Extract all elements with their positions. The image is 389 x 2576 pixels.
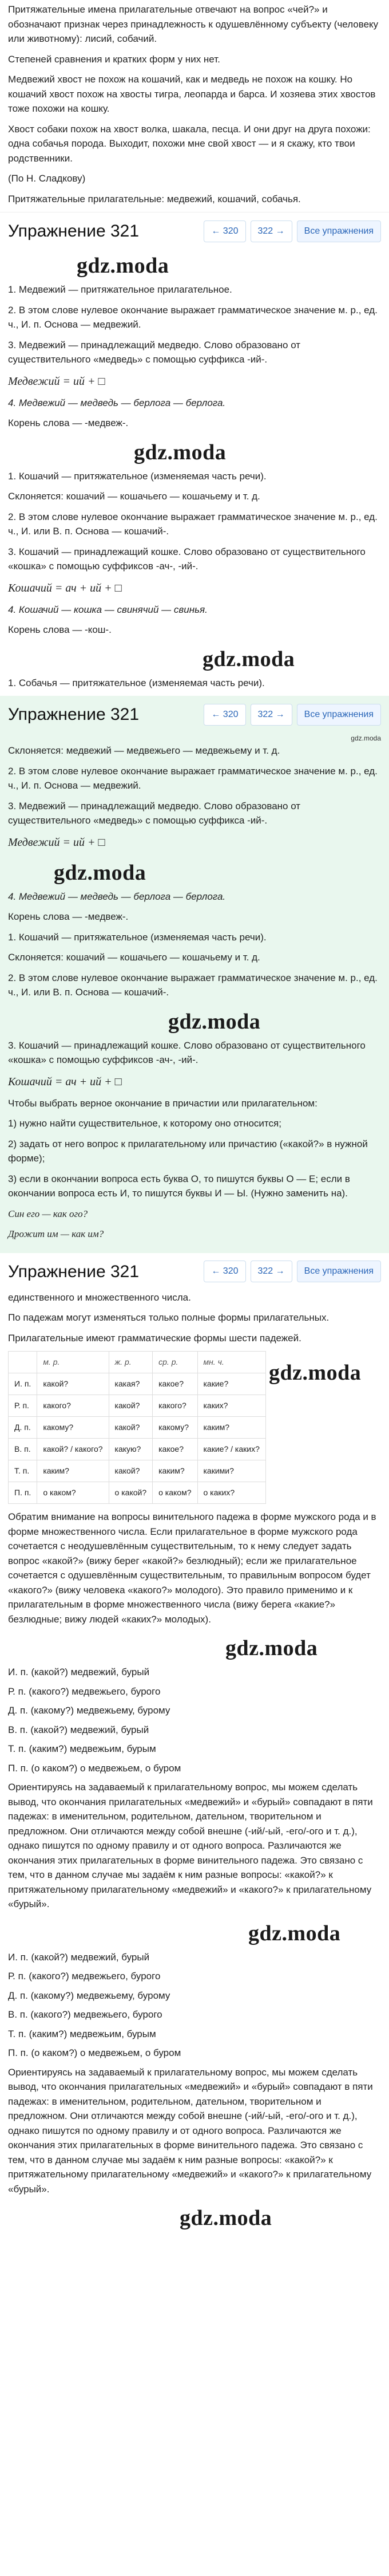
- intro-paragraph: Притяжательные прилагательные: медвежий, кошачий, собачья.: [8, 193, 301, 204]
- answer-line: 3) если в окончании вопроса есть буква О, то пишутся буквы О — Е; если в окончании вопроса есть И, то пишутся буквы И — Ы. (Нужно заменить на).: [8, 1173, 350, 1199]
- table-cell: о каком?: [153, 1482, 197, 1504]
- table-row: [9, 1460, 266, 1482]
- example-line: Дрожит им — как им?: [8, 1228, 104, 1239]
- table-header-cell: ж. р.: [109, 1352, 153, 1373]
- watermark: gdz.moda: [54, 860, 146, 885]
- answer-line: 1) нужно найти существительное, к которому оно относится;: [8, 1118, 281, 1129]
- answer-line: 1. Собачья — притяжательное (изменяемая часть речи).: [8, 677, 265, 688]
- answer-line: 2. В этом слове нулевое окончание выражает грамматическое значение м. р., ед. ч., И. или В. п. Основа — кошачий-.: [8, 972, 378, 998]
- watermark: gdz.moda: [248, 1921, 341, 1945]
- answer-line: 2. В этом слове нулевое окончание выражает грамматическое значение м. р., ед. ч., И. или В. п. Основа — кошачий-.: [8, 511, 378, 537]
- table-row: [9, 1482, 266, 1504]
- prev-button[interactable]: ← 320: [204, 1261, 245, 1282]
- answer-line: Склоняется: медвежий — медвежьего — медвежьему и т. д.: [8, 745, 280, 756]
- answer-block-2: [0, 733, 389, 1253]
- exercise-nav: [204, 220, 381, 242]
- all-exercises-button[interactable]: Все упражнения: [297, 1261, 381, 1282]
- answer-line: Корень слова — -медвеж-.: [8, 911, 129, 922]
- next-button[interactable]: 322 →: [251, 220, 292, 242]
- intro-section: [0, 0, 389, 206]
- table-cell: П. п.: [9, 1482, 37, 1504]
- watermark-small: gdz.moda: [351, 734, 381, 742]
- answer-line: Ориентируясь на задаваемый к прилагательному вопрос, мы можем сделать вывод, что окончания прилагательных «медвежий» и «бурый» совпадают в пяти падежах: в именительном, родительном, дательном, творительном и предложном. Они отличаются между собой внешне (-ий/-ый, -его/-ого и т. д.), однако пишутся по одному правилу и от одного вопроса. Различаются же окончания этих прилагательных в форме винительного падежа. Это связано с тем, что в данном случае мы задаём к ним разные вопросы: «какой?» к притяжательному прилагательному «медвежий» и «какого?» к прилагательному «бурый».: [8, 2066, 373, 2195]
- watermark: gdz.moda: [225, 1636, 318, 1660]
- table-cell: какому?: [153, 1417, 197, 1439]
- table-cell: какие?: [197, 1373, 265, 1395]
- table-cell: В. п.: [9, 1439, 37, 1460]
- table-header-cell: мн. ч.: [197, 1352, 265, 1373]
- all-exercises-button[interactable]: Все упражнения: [297, 704, 381, 726]
- watermark: gdz.moda: [134, 440, 227, 464]
- answer-line: 3. Медвежий — принадлежащий медведю. Слово образовано от существительного «медведь» с помощью суффикса -ий-.: [8, 800, 301, 826]
- morpheme-scheme: Медвежий = ий + □: [8, 836, 105, 849]
- list-item: И. п. (какой?) медвежий, бурый: [8, 1667, 150, 1677]
- watermark: gdz.moda: [168, 1009, 261, 1034]
- exercise-header: [0, 212, 389, 250]
- list-item: Т. п. (каким?) медвежьим, бурым: [8, 1743, 156, 1754]
- exercise-nav: [204, 1261, 381, 1282]
- declension-list: [8, 1632, 381, 1775]
- answer-block-1: [0, 250, 389, 690]
- table-row: [9, 1373, 266, 1395]
- table-header-row: [9, 1352, 266, 1373]
- answer-line: Корень слова — -кош-.: [8, 624, 112, 635]
- list-item: П. п. (о каком?) о медвежьем, о буром: [8, 1762, 181, 1774]
- exercise-header: [0, 696, 389, 733]
- answer-line: 1. Кошачий — притяжательное (изменяемая часть речи).: [8, 470, 267, 482]
- answer-line: Склоняется: кошачий — кошачьего — кошачьему и т. д.: [8, 952, 260, 963]
- exercise-title: Упражнение 321: [8, 222, 140, 241]
- answer-line: Обратим внимание на вопросы винительного падежа в форме мужского рода и в форме множественного числа. Если прилагательное в форме мужского рода сочетается с неодушевлённым существительным, то к нему следует задать вопрос «какой?» (вижу берег «какой?» безлюдный); если же прилагательное сочетается с одушевлённым существительным, то правильным вопросом будет «какого?» (вижу человека «какого?» молодого). Это правило применимо и к прилагательным в форме множественного числа (вижу берега «какие?» безлюдные; вижу людей «каких?» молодых).: [8, 1511, 376, 1625]
- answer-line: 4. Медвежий — медведь — берлога — берлога.: [8, 397, 226, 408]
- answer-line: Ориентируясь на задаваемый к прилагательному вопрос, мы можем сделать вывод, что окончания прилагательных «медвежий» и «бурый» совпадают в пяти падежах: в именительном, родительном, дательном, творительном и предложном. Они отличаются между собой внешне (-ий/-ый, -его/-ого и т. д.), однако пишутся по одному правилу и от одного вопроса. Различаются же окончания этих прилагательных в форме винительного падежа. Это связано с тем, что в данном случае мы задаём к ним разные вопросы: «какой?» к притяжательному прилагательному «медвежий» и «какого?» к прилагательному «бурый».: [8, 1782, 373, 1909]
- next-button[interactable]: 322 →: [251, 704, 292, 726]
- answer-line: 2) задать от него вопрос к прилагательному или причастию («какой?» в нужной форме);: [8, 1138, 368, 1164]
- answer-line: 4. Медвежий — медведь — берлога — берлога.: [8, 891, 226, 902]
- table-header-cell: [9, 1352, 37, 1373]
- exercise-title: Упражнение 321: [8, 705, 140, 724]
- list-item: Р. п. (какого?) медвежьего, бурого: [8, 1971, 161, 1982]
- table-cell: Т. п.: [9, 1460, 37, 1482]
- table-cell: о каких?: [197, 1482, 265, 1504]
- answer-line: 3. Кошачий — принадлежащий кошке. Слово образовано от существительного «кошка» с помощью суффиксов -ач-, -ий-.: [8, 546, 366, 572]
- answer-line: Склоняется: кошачий — кошачьего — кошачьему и т. д.: [8, 491, 260, 502]
- watermark: gdz.moda: [77, 254, 169, 278]
- table-cell: какой?: [37, 1373, 109, 1395]
- table-row: [9, 1439, 266, 1460]
- answer-line: 1. Медвежий — притяжательное прилагательное.: [8, 284, 232, 295]
- answer-line: 2. В этом слове нулевое окончание выражает грамматическое значение м. р., ед. ч., И. п. Основа — медвежий.: [8, 765, 378, 791]
- source-note: (По Н. Сладкову): [8, 173, 86, 184]
- all-exercises-button[interactable]: Все упражнения: [297, 220, 381, 242]
- table-cell: какой?: [109, 1395, 153, 1417]
- answer-line: 1. Кошачий — притяжательное (изменяемая часть речи).: [8, 931, 267, 943]
- answer-block-3: [0, 1290, 389, 2235]
- cases-table: [8, 1351, 266, 1504]
- table-cell: И. п.: [9, 1373, 37, 1395]
- table-cell: Р. п.: [9, 1395, 37, 1417]
- table-cell: какого?: [153, 1395, 197, 1417]
- table-cell: какому?: [37, 1417, 109, 1439]
- table-cell: каких?: [197, 1395, 265, 1417]
- table-row: [9, 1395, 266, 1417]
- list-item: И. п. (какой?) медвежий, бурый: [8, 1951, 150, 1963]
- list-item: Д. п. (какому?) медвежьему, бурому: [8, 1990, 170, 2001]
- table-cell: какая?: [109, 1373, 153, 1395]
- list-item: В. п. (какой?) медвежий, бурый: [8, 1724, 149, 1735]
- table-cell: какой? / какого?: [37, 1439, 109, 1460]
- answer-line: По падежам могут изменяться только полные формы прилагательных.: [8, 1312, 330, 1323]
- list-item: П. п. (о каком?) о медвежьем, о буром: [8, 2047, 181, 2058]
- table-cell: Д. п.: [9, 1417, 37, 1439]
- list-item: В. п. (какого?) медвежьего, бурого: [8, 2009, 162, 2020]
- prev-button[interactable]: ← 320: [204, 704, 245, 726]
- table-cell: какую?: [109, 1439, 153, 1460]
- table-cell: какое?: [153, 1373, 197, 1395]
- morpheme-scheme: Медвежий = ий + □: [8, 375, 105, 388]
- answer-line: 2. В этом слове нулевое окончание выражает грамматическое значение м. р., ед. ч., И. п. Основа — медвежий.: [8, 304, 378, 330]
- answer-line: Корень слова — -медвеж-.: [8, 417, 129, 428]
- intro-paragraph: Медвежий хвост не похож на кошачий, как и медведь не похож на кошку. Но кошачий хвост похож на хвосты тигра, леопарда и барса. И хозяева этих хвостов тоже похожи на кошку.: [8, 74, 376, 114]
- table-header-cell: м. р.: [37, 1352, 109, 1373]
- answer-line: Прилагательные имеют грамматические формы шести падежей.: [8, 1332, 301, 1344]
- exercise-header: [0, 1253, 389, 1290]
- morpheme-scheme: Кошачий = ач + ий + □: [8, 581, 122, 594]
- table-cell: о какой?: [109, 1482, 153, 1504]
- intro-paragraph: Степеней сравнения и кратких форм у них нет.: [8, 53, 220, 65]
- table-cell: какой?: [109, 1460, 153, 1482]
- table-cell: какое?: [153, 1439, 197, 1460]
- exercise-nav: [204, 704, 381, 726]
- table-cell: каким?: [37, 1460, 109, 1482]
- answer-line: 3. Медвежий — принадлежащий медведю. Слово образовано от существительного «медведь» с помощью суффикса -ий-.: [8, 339, 301, 365]
- watermark: gdz.moda: [269, 1361, 362, 1385]
- exercise-title: Упражнение 321: [8, 1262, 140, 1281]
- answer-line: единственного и множественного числа.: [8, 1291, 191, 1303]
- declension-list: [8, 1917, 381, 2061]
- watermark: gdz.moda: [180, 2206, 272, 2230]
- table-cell: какой?: [109, 1417, 153, 1439]
- example-line: Син его — как ого?: [8, 1208, 88, 1219]
- list-item: Д. п. (какому?) медвежьему, бурому: [8, 1705, 170, 1716]
- table-row: [9, 1417, 266, 1439]
- table-cell: какие? / каких?: [197, 1439, 265, 1460]
- answer-line: 4. Кошачий — кошка — свинячий — свинья.: [8, 604, 208, 615]
- intro-paragraph: Притяжательные имена прилагательные отвечают на вопрос «чей?» и обозначают признак через принадлежность к одушевлённому субъекту (человеку или животному): лисий, собачий.: [8, 4, 379, 44]
- list-item: Т. п. (каким?) медвежьим, бурым: [8, 2028, 156, 2039]
- highlighted-block: [0, 696, 389, 1253]
- table-cell: какого?: [37, 1395, 109, 1417]
- intro-paragraph: Хвост собаки похож на хвост волка, шакала, песца. И они друг на друга похожи: одна собачья порода. Выходит, похожи мне свой хвост — и я скажу, кто твои родственники.: [8, 123, 371, 164]
- morpheme-scheme: Кошачий = ач + ий + □: [8, 1075, 122, 1088]
- answer-line: 3. Кошачий — принадлежащий кошке. Слово образовано от существительного «кошка» с помощью суффиксов -ач-, -ий-.: [8, 1039, 366, 1065]
- table-cell: какими?: [197, 1460, 265, 1482]
- watermark: gdz.moda: [203, 647, 295, 671]
- table-cell: каким?: [153, 1460, 197, 1482]
- table-cell: каким?: [197, 1417, 265, 1439]
- list-item: Р. п. (какого?) медвежьего, бурого: [8, 1685, 161, 1697]
- table-cell: о каком?: [37, 1482, 109, 1504]
- next-button[interactable]: 322 →: [251, 1261, 292, 1282]
- prev-button[interactable]: ← 320: [204, 220, 245, 242]
- table-header-cell: ср. р.: [153, 1352, 197, 1373]
- answer-line: Чтобы выбрать верное окончание в причастии или прилагательном:: [8, 1097, 317, 1109]
